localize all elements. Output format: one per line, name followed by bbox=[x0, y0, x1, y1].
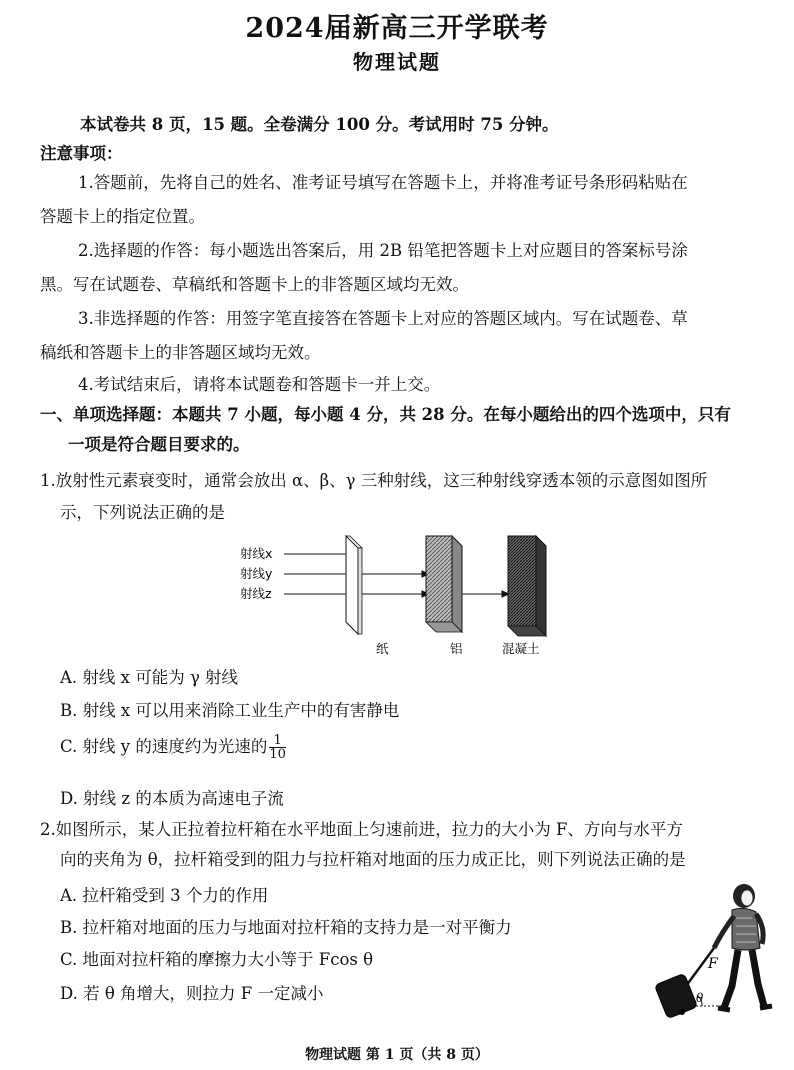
q2-stem: 2.如图所示，某人正拉着拉杆箱在水平地面上匀速前进，拉力的大小为 F、方向与水平方 bbox=[40, 820, 683, 839]
notice-item-1-cont: 答题卡上的指定位置。 bbox=[40, 207, 205, 226]
q1-stem-cont: 示，下列说法正确的是 bbox=[60, 503, 225, 522]
notice-item-3-cont: 稿纸和答题卡上的非答题区域均无效。 bbox=[40, 343, 321, 362]
person-illustration bbox=[714, 884, 772, 1010]
q2-option-a: A. 拉杆箱受到 3 个力的作用 bbox=[60, 886, 269, 905]
exam-subject: 物理试题 bbox=[353, 50, 441, 74]
ray-x-label: 射线x bbox=[240, 546, 273, 561]
rays-after-paper bbox=[362, 571, 429, 597]
exam-title: 2024届新高三开学联考 bbox=[245, 13, 549, 44]
q2-trolley-figure bbox=[652, 878, 782, 1018]
q1-penetration-figure bbox=[236, 534, 576, 658]
q1-option-c bbox=[60, 733, 286, 761]
q1-option-d: D. 射线 z 的本质为高速电子流 bbox=[60, 789, 284, 808]
notice-item-4: 4.考试结束后，请将本试题卷和答题卡一并上交。 bbox=[78, 375, 441, 394]
notice-item-3: 3.非选择题的作答：用签字笔直接答在答题卡上对应的答题区域内。写在试题卷、草 bbox=[78, 309, 688, 328]
section-1-heading-cont: 一项是符合题目要求的。 bbox=[68, 435, 250, 454]
notice-item-2: 2.选择题的作答：每小题选出答案后，用 2B 铅笔把答题卡上对应题目的答案标号涂 bbox=[78, 241, 688, 260]
ray-z-label: 射线z bbox=[240, 586, 272, 601]
fraction-denominator: 10 bbox=[269, 747, 286, 762]
paper-sheet bbox=[346, 536, 362, 634]
q1-stem: 1.放射性元素衰变时，通常会放出 α、β、γ 三种射线，这三种射线穿透本领的示意图如图所 bbox=[40, 471, 708, 490]
section-1-heading: 一、单项选择题：本题共 7 小题，每小题 4 分，共 28 分。在每小题给出的四个选项中，只有 bbox=[40, 405, 731, 424]
q2-option-b: B. 拉杆箱对地面的压力与地面对拉杆箱的支持力是一对平衡力 bbox=[60, 918, 512, 937]
ray-arrows bbox=[284, 551, 353, 597]
q1-option-c-fraction bbox=[269, 734, 286, 761]
ray-y-label: 射线y bbox=[240, 566, 273, 581]
ray-after-aluminum bbox=[462, 591, 509, 597]
paper-label: 纸 bbox=[376, 641, 389, 656]
notice-item-1: 1.答题前，先将自己的姓名、准考证号填写在答题卡上，并将准考证号条形码粘贴在 bbox=[78, 173, 688, 192]
aluminum-plate bbox=[426, 536, 462, 632]
force-label: F bbox=[708, 956, 718, 972]
q1-option-b: B. 射线 x 可以用来消除工业生产中的有害静电 bbox=[60, 701, 400, 720]
q2-stem-cont: 向的夹角为 θ，拉杆箱受到的阻力与拉杆箱对地面的压力成正比，则下列说法正确的是 bbox=[60, 850, 686, 869]
aluminum-label: 铝 bbox=[450, 641, 463, 656]
q1-option-c-text: C. 射线 y 的速度约为光速的 bbox=[60, 737, 268, 756]
fraction-numerator: 1 bbox=[269, 734, 286, 748]
page-footer: 物理试题 第 1 页（共 8 页） bbox=[305, 1047, 489, 1063]
exam-intro: 本试卷共 8 页，15 题。全卷满分 100 分。考试用时 75 分钟。 bbox=[80, 115, 559, 134]
concrete-block bbox=[508, 536, 546, 636]
q1-option-a: A. 射线 x 可能为 γ 射线 bbox=[60, 668, 239, 687]
q2-option-d: D. 若 θ 角增大，则拉力 F 一定减小 bbox=[60, 984, 324, 1003]
notice-heading: 注意事项： bbox=[40, 144, 123, 163]
angle-label: θ bbox=[696, 991, 704, 1005]
q2-option-c: C. 地面对拉杆箱的摩擦力大小等于 Fcos θ bbox=[60, 950, 374, 969]
notice-item-2-cont: 黑。写在试题卷、草稿纸和答题卡上的非答题区域均无效。 bbox=[40, 275, 469, 294]
concrete-label: 混凝土 bbox=[502, 641, 540, 656]
